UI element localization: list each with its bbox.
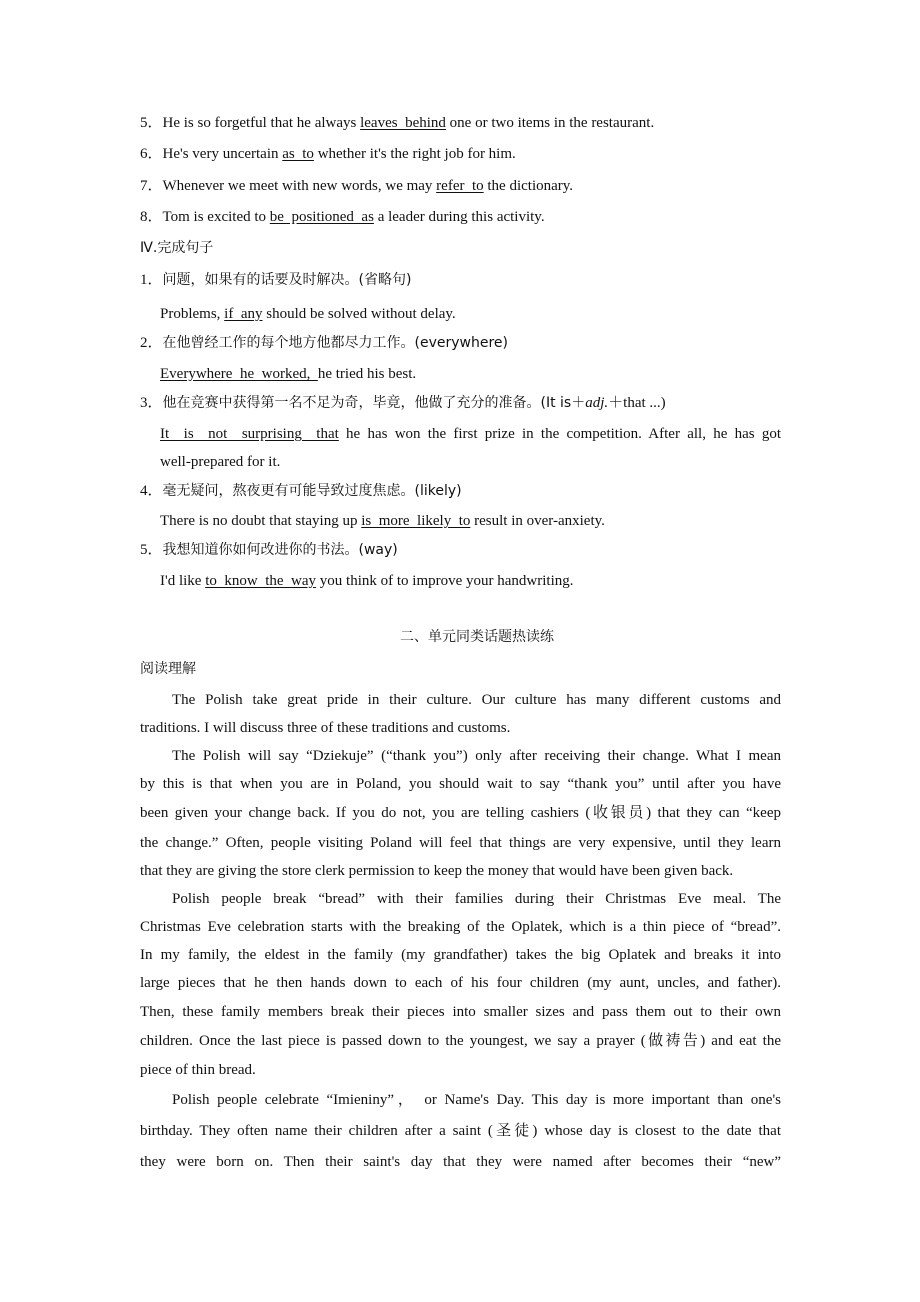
item-number: 4． bbox=[140, 483, 163, 499]
passage-line: they were born on. Then their saint's day that they were named after becomes their “new” bbox=[140, 1154, 781, 1170]
answer-blank: to know the way bbox=[205, 573, 317, 589]
passage-line: Polish people break “bread” with their families during their Christmas Eve meal. The bbox=[172, 891, 781, 907]
item-number: 5． bbox=[140, 115, 163, 131]
answer-blank: be positioned as bbox=[269, 209, 374, 225]
text-segment: Problems, bbox=[160, 306, 225, 322]
prompt-italic: adj. bbox=[585, 395, 609, 411]
answer-line bbox=[160, 452, 781, 472]
translation-prompt bbox=[140, 270, 781, 290]
prompt-text: 在他曾经工作的每个地方他都尽力工作。(everywhere) bbox=[162, 335, 508, 351]
item-number: 2． bbox=[140, 335, 163, 351]
text-segment: result in over-anxiety. bbox=[470, 513, 605, 529]
answer-blank: as to bbox=[282, 146, 314, 162]
text-segment: whether it's the right job for him. bbox=[313, 146, 516, 162]
passage-line: In my family, the eldest in the family (my grandfather) takes the big Oplatek and breaks it into bbox=[140, 947, 781, 963]
text-segment: Whenever we meet with new words, we may bbox=[162, 178, 437, 194]
passage-line: Then, these family members break their pieces into smaller sizes and pass them out to their own bbox=[140, 1004, 781, 1020]
answer-line bbox=[160, 364, 781, 384]
passage-line: The Polish take great pride in their culture. Our culture has many different customs and bbox=[172, 692, 781, 708]
translation-prompt bbox=[140, 333, 781, 353]
passage-line: children. Once the last piece is passed down to the youngest, we say a prayer (做祷告) and eat the bbox=[140, 1033, 781, 1049]
passage-line: large pieces that he then hands down to each of his four children (my aunt, uncles, and father). bbox=[140, 975, 781, 991]
answer-line bbox=[160, 511, 781, 531]
translation-prompt bbox=[140, 393, 781, 413]
passage-line: by this is that when you are in Poland, you should wait to say “thank you” until after you have bbox=[140, 776, 781, 792]
text-segment: There is no doubt that staying up bbox=[160, 513, 362, 529]
prompt-text: 毫无疑问，熬夜更有可能导致过度焦虑。(likely) bbox=[162, 483, 462, 499]
answer-blank: It is not surprising that bbox=[160, 426, 339, 442]
text-segment: He's very uncertain bbox=[162, 146, 283, 162]
text-segment: Tom is excited to bbox=[162, 209, 270, 225]
text-segment: you think of to improve your handwriting. bbox=[316, 573, 574, 589]
answer-blank: Everywhere he worked, bbox=[160, 366, 318, 382]
text-segment: a leader during this activity. bbox=[373, 209, 545, 225]
answer-blank: if any bbox=[224, 306, 263, 322]
prompt-text: 问题，如果有的话要及时解决。(省略句) bbox=[162, 272, 412, 288]
passage-line: traditions. I will discuss three of these traditions and customs. bbox=[140, 720, 511, 736]
text-segment: he has won the first prize in the competition. After all, he has got bbox=[338, 426, 782, 442]
text-segment: well-prepared for it. bbox=[160, 454, 281, 470]
text-segment: the dictionary. bbox=[483, 178, 574, 194]
text-segment: I'd like bbox=[160, 573, 206, 589]
passage-line: The Polish will say “Dziekuje” (“thank you”) only after receiving their change. What I mean bbox=[172, 748, 781, 764]
answer-blank: leaves behind bbox=[360, 115, 446, 131]
passage-line: piece of thin bread. bbox=[140, 1062, 256, 1078]
passage-line: Polish people celebrate “Imieniny”， or Name's Day. This day is more important than one's bbox=[172, 1092, 781, 1108]
prompt-tail: ＋that ...) bbox=[608, 395, 666, 411]
passage-line: been given your change back. If you do not, you are telling cashiers (收银员) that they can “keep bbox=[140, 805, 781, 821]
item-number: 7． bbox=[140, 178, 163, 194]
exercise-sentence bbox=[140, 113, 781, 133]
item-number: 6． bbox=[140, 146, 163, 162]
translation-prompt bbox=[140, 540, 781, 560]
prompt-text: 他在竞赛中获得第一名不足为奇，毕竟，他做了充分的准备。(It is＋ bbox=[162, 395, 586, 411]
section-heading: Ⅳ.完成句子 bbox=[140, 240, 214, 256]
passage-line: Christmas Eve celebration starts with the breaking of the Oplatek, which is a thin piece of “bread”. bbox=[140, 919, 781, 935]
reading-title: 阅读理解 bbox=[140, 661, 196, 677]
exercise-sentence bbox=[140, 207, 781, 227]
item-number: 3． bbox=[140, 395, 163, 411]
answer-blank: refer to bbox=[436, 178, 484, 194]
passage-line: that they are giving the store clerk permission to keep the money that would have been given back. bbox=[140, 863, 734, 879]
text-segment: one or two items in the restaurant. bbox=[445, 115, 655, 131]
answer-line bbox=[160, 304, 781, 324]
passage-line: birthday. They often name their children after a saint (圣徒) whose day is closest to the date that bbox=[140, 1123, 781, 1139]
text-segment: he tried his best. bbox=[317, 366, 417, 382]
answer-line bbox=[160, 424, 781, 444]
item-number: 1． bbox=[140, 272, 163, 288]
item-number: 5． bbox=[140, 542, 163, 558]
text-segment: should be solved without delay. bbox=[262, 306, 456, 322]
exercise-sentence bbox=[140, 176, 781, 196]
exercise-sentence bbox=[140, 144, 781, 164]
item-number: 8． bbox=[140, 209, 163, 225]
prompt-text: 我想知道你如何改进你的书法。(way) bbox=[162, 542, 398, 558]
answer-blank: is more likely to bbox=[361, 513, 471, 529]
text-segment: He is so forgetful that he always bbox=[162, 115, 361, 131]
part-title: 二、单元同类话题热读练 bbox=[400, 629, 554, 645]
translation-prompt bbox=[140, 481, 781, 501]
answer-line bbox=[160, 571, 781, 591]
passage-line: the change.” Often, people visiting Poland will feel that things are very expensive, until they learn bbox=[140, 835, 781, 851]
